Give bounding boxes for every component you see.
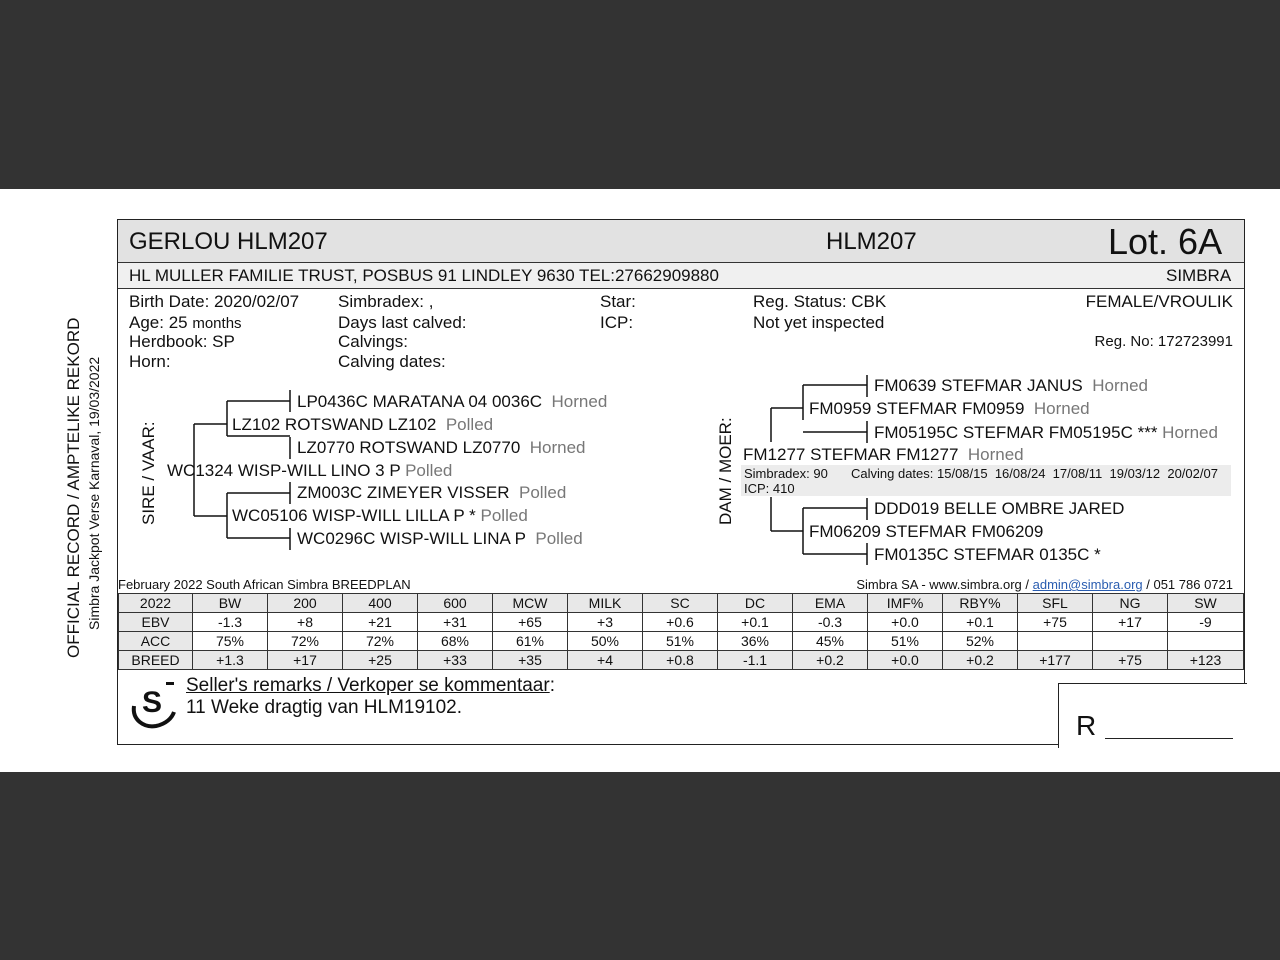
table-cell: +21 [343, 613, 418, 632]
table-header-cell: DC [718, 594, 793, 613]
animal-name: GERLOU HLM207 [129, 228, 328, 255]
table-cell: ACC [119, 632, 193, 651]
inspection-status: Not yet inspected [753, 313, 885, 332]
simbradex: Simbradex: , [338, 292, 434, 311]
table-cell: 45% [793, 632, 868, 651]
email-link[interactable]: admin@simbra.org [1032, 577, 1143, 592]
dam-dam-dam [874, 545, 1101, 565]
table-cell: +0.0 [868, 651, 943, 670]
sex-label: FEMALE/VROULIK [1085, 292, 1233, 311]
horn-status: Polled [405, 461, 453, 480]
table-cell: +17 [1093, 613, 1168, 632]
horn-status: Polled [519, 483, 567, 502]
horn-status: Polled [480, 506, 528, 525]
horn-status: Horned [1162, 423, 1218, 442]
table-header-cell: SC [643, 594, 718, 613]
table-cell: 61% [493, 632, 568, 651]
table-cell: 52% [943, 632, 1018, 651]
table-row-acc [119, 632, 1244, 651]
table-cell: +0.1 [943, 613, 1018, 632]
table-cell [1018, 632, 1093, 651]
price-currency: R [1076, 710, 1097, 741]
table-row-breed [119, 651, 1244, 670]
table-header-cell: SFL [1018, 594, 1093, 613]
table-header-cell: RBY% [943, 594, 1018, 613]
table-cell: 75% [193, 632, 268, 651]
table-cell: -9 [1168, 613, 1244, 632]
ebv-table [118, 593, 1244, 670]
table-cell: +31 [418, 613, 493, 632]
table-cell: +0.0 [868, 613, 943, 632]
table-header-cell: NG [1093, 594, 1168, 613]
table-header-cell: IMF% [868, 594, 943, 613]
lot-number: Lot. 6A [1108, 221, 1223, 262]
calving-dates: Calving dates: [338, 352, 446, 371]
table-cell: +33 [418, 651, 493, 670]
sire [167, 461, 452, 481]
table-header-cell: BW [193, 594, 268, 613]
table-header-cell: MILK [568, 594, 643, 613]
table-header-cell: 200 [268, 594, 343, 613]
age-unit: months [192, 315, 242, 332]
sire-sire-sire [297, 392, 607, 412]
sire-dam-dam [297, 529, 583, 549]
table-cell: +65 [493, 613, 568, 632]
simbra-logo-icon [124, 676, 180, 732]
animal-id: HLM207 [826, 228, 917, 255]
horn-status: Horned [1092, 376, 1148, 395]
table-cell [1093, 632, 1168, 651]
calvings: Calvings: [338, 332, 408, 351]
dam-sire-sire [874, 376, 1148, 396]
table-cell: +25 [343, 651, 418, 670]
pedigree-name: WC05106 WISP-WILL LILLA P * [232, 506, 476, 525]
dam-side-label: DAM / MOER: [716, 417, 735, 525]
star: Star: [600, 292, 636, 311]
pedigree-name: WC1324 WISP-WILL LINO 3 P [167, 461, 401, 480]
horn-status: Horned [1033, 399, 1090, 418]
table-cell: 51% [868, 632, 943, 651]
horn-status: Horned [551, 392, 608, 411]
table-cell: +123 [1168, 651, 1244, 670]
table-header-cell: MCW [493, 594, 568, 613]
table-cell: -1.1 [718, 651, 793, 670]
table-header-cell: SW [1168, 594, 1244, 613]
breedplan-caption: February 2022 South African Simbra BREEDPLAN [118, 577, 411, 592]
pedigree-name: FM0639 STEFMAR JANUS [874, 376, 1083, 395]
pedigree-name: LZ102 ROTSWAND LZ102 [232, 415, 437, 434]
pedigree-name: DDD019 BELLE OMBRE JARED [874, 499, 1125, 518]
pedigree-name: ZM003C ZIMEYER VISSER [297, 483, 510, 502]
contact-caption [856, 577, 1233, 592]
table-cell: +3 [568, 613, 643, 632]
table-cell: 51% [643, 632, 718, 651]
table-cell: +35 [493, 651, 568, 670]
reg-number: Reg. No: 172723991 [1094, 333, 1233, 350]
table-cell: EBV [119, 613, 193, 632]
remarks-text: 11 Weke dragtig van HLM19102. [186, 697, 463, 718]
sire-sire-dam [297, 438, 586, 458]
horn-status: Polled [445, 415, 494, 434]
pedigree-name: WC0296C WISP-WILL LINA P [297, 529, 526, 548]
sire-dam [232, 506, 528, 526]
herdbook: Herdbook: SP [129, 332, 235, 351]
remarks-colon: : [549, 675, 555, 696]
table-cell: 72% [343, 632, 418, 651]
dam-dam [809, 522, 1043, 542]
table-row-ebv [119, 613, 1244, 632]
table-header-cell: 2022 [119, 594, 193, 613]
table-cell: +0.6 [643, 613, 718, 632]
table-cell: +8 [268, 613, 343, 632]
table-cell: BREED [119, 651, 193, 670]
dam-calving-dates: Calving dates: 15/08/15 16/08/24 17/08/11 19/03/12 20/02/07 [851, 466, 1218, 481]
table-header-row [119, 594, 1244, 613]
dam [743, 445, 1024, 465]
table-cell: +177 [1018, 651, 1093, 670]
age-value: Age: 25 [129, 313, 188, 332]
reg-status: Reg. Status: CBK [753, 292, 887, 311]
price-input-line[interactable] [1105, 738, 1233, 739]
table-header-cell: EMA [793, 594, 868, 613]
pedigree-name: LP0436C MARATANA 04 0036C [297, 392, 543, 411]
phone-text: / 051 786 0721 [1142, 577, 1233, 592]
days-last-calved: Days last calved: [338, 313, 467, 332]
remarks-title [186, 675, 555, 697]
pedigree-name: FM1277 STEFMAR FM1277 [743, 445, 959, 464]
sire-dam-sire [297, 483, 566, 503]
table-header-cell: 400 [343, 594, 418, 613]
table-cell: +75 [1093, 651, 1168, 670]
official-record-label: OFFICIAL RECORD / AMPTELIKE REKORD [64, 317, 83, 658]
table-cell: -1.3 [193, 613, 268, 632]
table-cell: -0.3 [793, 613, 868, 632]
table-cell: +75 [1018, 613, 1093, 632]
table-cell: +0.8 [643, 651, 718, 670]
remarks-heading: Seller's remarks / Verkoper se kommentaar [186, 675, 550, 696]
dam-sire [809, 399, 1090, 419]
table-cell: +0.2 [943, 651, 1018, 670]
table-cell: +0.2 [793, 651, 868, 670]
website-text: Simbra SA - www.simbra.org / [856, 577, 1033, 592]
table-cell: +17 [268, 651, 343, 670]
pedigree-name: LZ0770 ROTSWAND LZ0770 [297, 438, 521, 457]
table-header-cell: 600 [418, 594, 493, 613]
dam-simbradex: Simbradex: 90 [744, 466, 828, 481]
dam-icp: ICP: 410 [744, 481, 795, 496]
pedigree-name: FM0135C STEFMAR 0135C * [874, 545, 1101, 564]
horn: Horn: [129, 352, 171, 371]
table-cell [1168, 632, 1244, 651]
pedigree-name: FM06209 STEFMAR FM06209 [809, 522, 1044, 541]
icp: ICP: [600, 313, 634, 332]
breed-label: SIMBRA [1166, 266, 1232, 285]
logo-letter: S [141, 686, 163, 719]
pedigree-name: FM0959 STEFMAR FM0959 [809, 399, 1025, 418]
owner-details: HL MULLER FAMILIE TRUST, POSBUS 91 LINDLEY 9630 TEL:27662909880 [129, 266, 719, 285]
horn-status: Horned [529, 438, 586, 457]
birth-date: Birth Date: 2020/02/07 [129, 292, 300, 311]
table-cell: 50% [568, 632, 643, 651]
horn-status: Horned [967, 445, 1024, 464]
table-cell: 72% [268, 632, 343, 651]
pedigree-name: FM05195C STEFMAR FM05195C *** [874, 423, 1158, 442]
table-cell: 36% [718, 632, 793, 651]
sire-sire [232, 415, 493, 435]
table-cell: +0.1 [718, 613, 793, 632]
dam-dam-sire [874, 499, 1124, 519]
table-cell: 68% [418, 632, 493, 651]
horn-status: Polled [535, 529, 583, 548]
sire-side-label: SIRE / VAAR: [139, 421, 158, 525]
table-cell: +1.3 [193, 651, 268, 670]
table-cell: +4 [568, 651, 643, 670]
sale-name-date: Simbra Jackpot Verse Karnaval, 19/03/2022 [86, 356, 102, 630]
dam-sire-dam [874, 423, 1218, 443]
